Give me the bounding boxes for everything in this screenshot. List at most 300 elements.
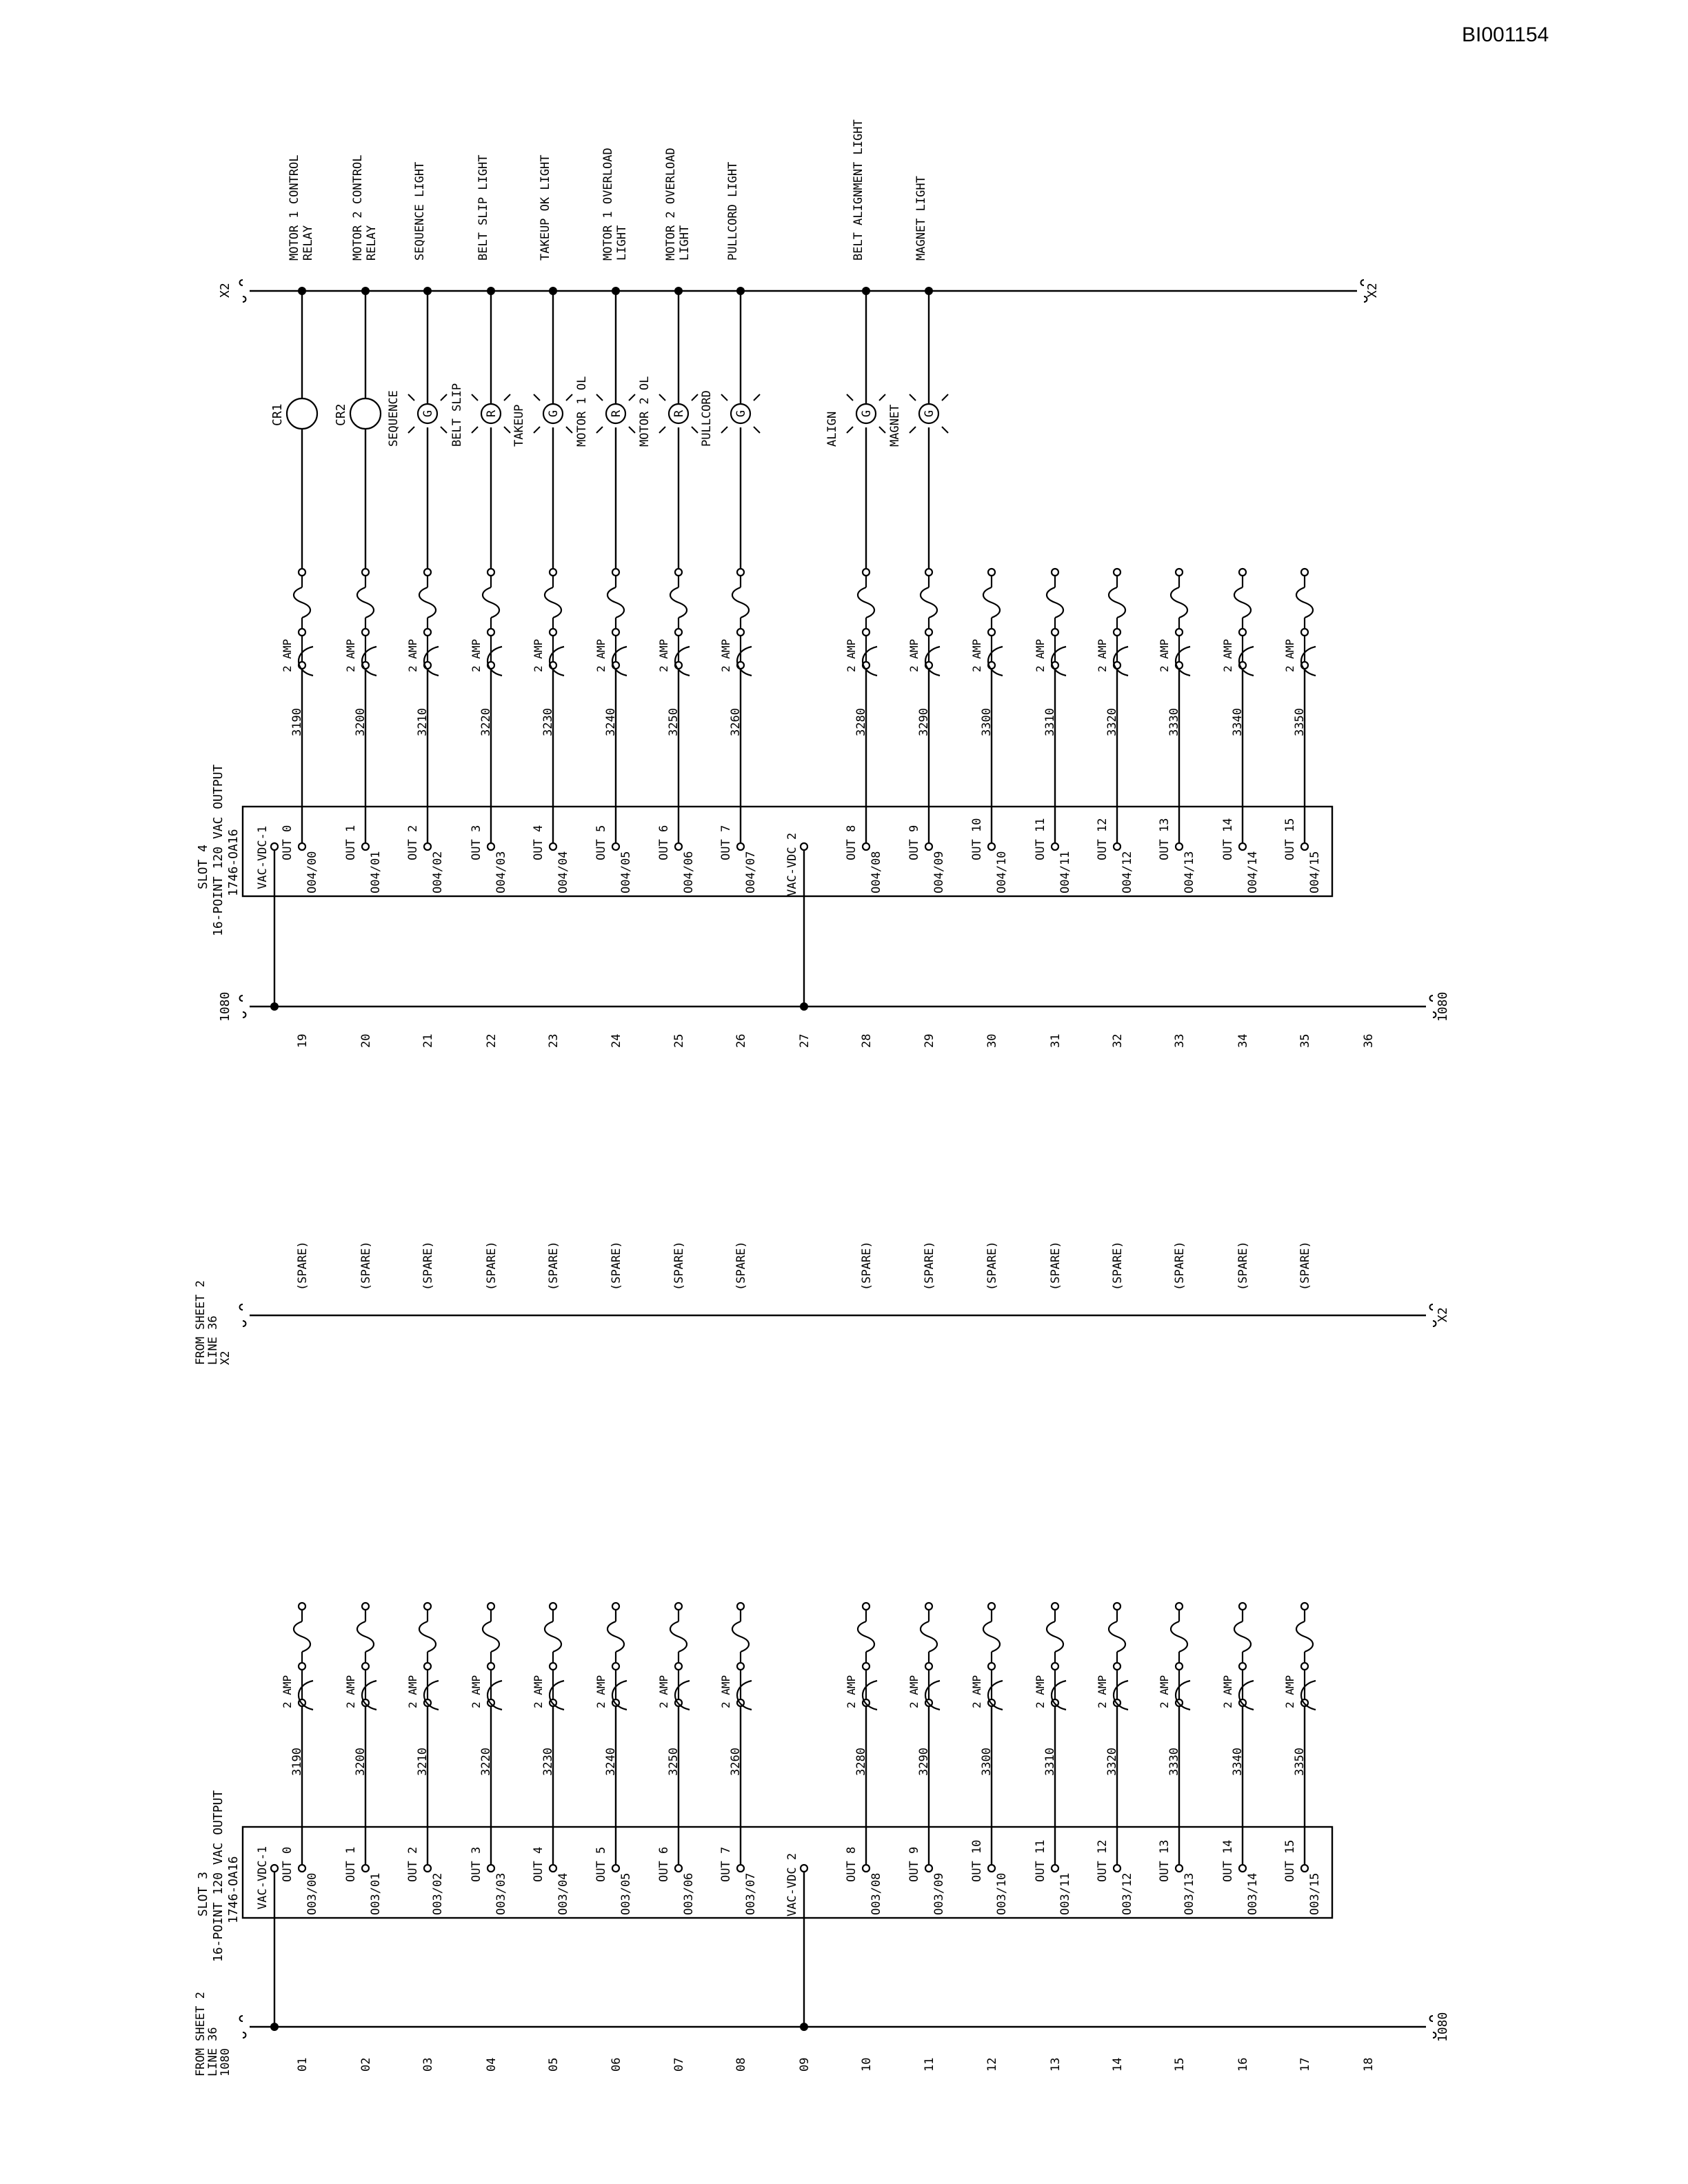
- light-ray: [879, 427, 885, 433]
- fuse-rating: 2 AMP: [1283, 1675, 1296, 1708]
- fuse-terminal: [1301, 629, 1308, 636]
- output-address: O04/05: [619, 851, 633, 893]
- output-rung: [450, 154, 510, 893]
- breaker-arc: [1176, 647, 1190, 676]
- vac-terminal: [801, 843, 807, 850]
- output-terminal: [1176, 843, 1183, 850]
- line-number: 21: [421, 1033, 435, 1048]
- line-number: 23: [547, 1033, 561, 1048]
- rung-description: MOTOR 2 OVERLOAD: [664, 148, 678, 261]
- fuse-element: [294, 587, 310, 618]
- light-ray: [408, 394, 414, 401]
- line-number: 36: [1362, 1033, 1376, 1048]
- fuse-terminal: [1052, 629, 1058, 636]
- light-tag: PULLCORD: [700, 390, 714, 447]
- output-label: OUT 12: [1096, 818, 1109, 860]
- wire-number: 3300: [980, 708, 994, 736]
- output-address: O04/15: [1308, 851, 1322, 893]
- fuse-element: [983, 1621, 1000, 1652]
- output-rung: [1158, 569, 1196, 893]
- line-number: 06: [610, 2057, 623, 2072]
- output-terminal: [1239, 843, 1246, 850]
- lower-section: [194, 1241, 1450, 2076]
- output-rung: [970, 569, 1009, 893]
- fuse-terminal: [737, 1603, 744, 1610]
- slot-label: SLOT 4: [196, 844, 210, 889]
- output-address: O04/10: [995, 851, 1009, 893]
- line-number: 11: [923, 2057, 936, 2072]
- line-number: 30: [985, 1033, 999, 1048]
- fuse: [732, 1603, 752, 1710]
- spare-label: (SPARE): [985, 1241, 999, 1291]
- output-address: O04/12: [1121, 851, 1134, 893]
- wire-number: 3260: [729, 708, 743, 736]
- output-rung: [700, 162, 760, 893]
- breaker-arc: [863, 647, 877, 676]
- fuse: [1109, 569, 1128, 676]
- fuse-terminal: [925, 1663, 932, 1670]
- fuse-element: [1109, 1621, 1125, 1652]
- output-address: O03/06: [682, 1872, 696, 1915]
- fuse-terminal: [988, 1603, 995, 1610]
- light-ray: [408, 427, 414, 433]
- light-tag: BELT SLIP: [450, 383, 464, 447]
- output-terminal: [424, 843, 431, 850]
- fuse: [670, 1603, 690, 1710]
- line-number: 28: [860, 1033, 874, 1048]
- output-address: O04/09: [932, 851, 946, 893]
- breaker-arc: [612, 647, 627, 676]
- relay-coil: [350, 398, 381, 429]
- fuse-rating: 2 AMP: [970, 638, 983, 672]
- fuse: [357, 1603, 376, 1710]
- wire-number: 3230: [541, 1748, 555, 1776]
- line-number: 12: [985, 2057, 999, 2072]
- output-address: O04/06: [682, 851, 696, 893]
- fuse-terminal: [299, 569, 305, 576]
- breaker-arc: [1301, 647, 1316, 676]
- output-label: OUT 2: [406, 1846, 420, 1882]
- junction-dot: [270, 2023, 279, 2031]
- fuse-terminal: [1239, 1663, 1246, 1670]
- line-number: 27: [798, 1033, 812, 1048]
- line-number: 34: [1236, 1033, 1250, 1048]
- line-number: 05: [547, 2057, 561, 2072]
- output-rung: [532, 1241, 570, 1915]
- fuse-terminal: [1239, 569, 1246, 576]
- line-number: 33: [1173, 1033, 1187, 1048]
- breaker-arc: [488, 647, 502, 676]
- fuse-terminal: [863, 1663, 870, 1670]
- wire-number: 3310: [1043, 708, 1057, 736]
- line-number: 19: [296, 1033, 310, 1048]
- junction-dot: [270, 1002, 279, 1011]
- light-ray: [692, 394, 698, 401]
- line-number: 25: [672, 1033, 686, 1048]
- from-sheet-label: LINE 36: [206, 2027, 220, 2076]
- fuse-rating: 2 AMP: [470, 638, 483, 672]
- fuse-terminal: [1301, 569, 1308, 576]
- light-ray: [847, 394, 853, 401]
- output-terminal: [424, 1865, 431, 1872]
- fuse-terminal: [612, 569, 619, 576]
- output-terminal: [1052, 1865, 1058, 1872]
- line-number: 16: [1236, 2057, 1250, 2072]
- fuse-rating: 2 AMP: [470, 1675, 483, 1708]
- rung-description: RELAY: [301, 225, 315, 261]
- fuse-rating: 2 AMP: [1221, 1675, 1234, 1708]
- output-label: OUT 9: [907, 1846, 921, 1882]
- rung-description: RELAY: [365, 225, 379, 261]
- fuse-rating: 2 AMP: [344, 1675, 357, 1708]
- wire-number: 3190: [290, 708, 304, 736]
- x2-right-label: X2: [1365, 283, 1380, 298]
- fuse-terminal: [1176, 629, 1183, 636]
- output-rung: [1283, 1241, 1322, 1915]
- light-ray: [910, 427, 916, 433]
- light-ray: [754, 394, 760, 401]
- light-tag: MOTOR 1 OL: [575, 376, 589, 447]
- output-terminal: [1176, 1865, 1183, 1872]
- wire-number: 3240: [604, 1748, 618, 1776]
- output-label: OUT 9: [907, 825, 921, 860]
- output-terminal: [925, 843, 932, 850]
- light-tag: MAGNET: [888, 404, 902, 447]
- fuse-terminal: [488, 1603, 494, 1610]
- fuse-terminal: [737, 1663, 744, 1670]
- fuse-terminal: [675, 629, 682, 636]
- output-rung: [638, 148, 698, 893]
- fuse-terminal: [675, 1663, 682, 1670]
- fuse-terminal: [550, 1603, 556, 1610]
- output-label: OUT 11: [1034, 818, 1047, 860]
- vac-terminal: [801, 1865, 807, 1872]
- wire-number: 3340: [1231, 1748, 1245, 1776]
- fuse: [483, 1603, 502, 1710]
- fuse: [545, 569, 564, 676]
- rung-description: PULLCORD LIGHT: [726, 161, 740, 261]
- fuse-rating: 2 AMP: [281, 1675, 294, 1708]
- wire-number: 3320: [1105, 1748, 1119, 1776]
- line-number: 31: [1049, 1033, 1063, 1048]
- wire-number: 3330: [1167, 1748, 1181, 1776]
- spare-label: (SPARE): [1049, 1241, 1063, 1291]
- pilot-light-color: G: [923, 410, 936, 418]
- rung-description: MAGNET LIGHT: [914, 176, 928, 261]
- fuse-terminal: [362, 1603, 369, 1610]
- spare-label: (SPARE): [421, 1241, 435, 1291]
- line-number: 09: [798, 2057, 812, 2072]
- line-number: 02: [359, 2057, 373, 2072]
- output-terminal: [1114, 843, 1121, 850]
- output-terminal: [675, 843, 682, 850]
- output-terminal: [737, 843, 744, 850]
- fuse: [1047, 569, 1066, 676]
- fuse-terminal: [1176, 1603, 1183, 1610]
- output-rung: [281, 1241, 319, 1915]
- spare-label: (SPARE): [359, 1241, 373, 1291]
- junction-dot: [487, 287, 495, 295]
- light-ray: [566, 394, 572, 401]
- light-ray: [910, 394, 916, 401]
- fuse-element: [357, 1621, 374, 1652]
- line-number: 04: [485, 2057, 499, 2072]
- from-sheet-label: LINE 36: [206, 1315, 220, 1365]
- fuse-rating: 2 AMP: [594, 1675, 607, 1708]
- fuse-element: [983, 587, 1000, 618]
- output-label: OUT 8: [845, 825, 858, 860]
- fuse-terminal: [863, 569, 870, 576]
- wire-number: 3300: [980, 1748, 994, 1776]
- spare-label: (SPARE): [485, 1241, 499, 1291]
- rung-description: TAKEUP OK LIGHT: [539, 154, 552, 261]
- wire-number: 3220: [479, 1748, 493, 1776]
- fuse: [1109, 1603, 1128, 1710]
- slot-part-number: 1746-OA16: [226, 829, 241, 896]
- line-number: 26: [734, 1033, 748, 1048]
- spare-label: (SPARE): [610, 1241, 623, 1291]
- light-ray: [879, 394, 885, 401]
- fuse-element: [545, 1621, 561, 1652]
- output-rung: [1221, 1241, 1260, 1915]
- fuse-terminal: [362, 629, 369, 636]
- rung-description: SEQUENCE LIGHT: [413, 161, 427, 261]
- fuse-terminal: [1176, 1663, 1183, 1670]
- output-label: OUT 14: [1221, 1839, 1235, 1882]
- output-address: O03/01: [369, 1872, 383, 1915]
- fuse: [1234, 1603, 1254, 1710]
- breaker-arc: [737, 647, 752, 676]
- output-rung: [387, 162, 447, 893]
- slot-label: SLOT 3: [196, 1871, 210, 1917]
- spare-label: (SPARE): [1236, 1241, 1250, 1291]
- wire-number: 3330: [1167, 708, 1181, 736]
- output-terminal: [988, 1865, 995, 1872]
- break-symbol: [240, 2016, 246, 2038]
- fuse-element: [1047, 587, 1063, 618]
- fuse-element: [1171, 1621, 1187, 1652]
- fuse-terminal: [863, 629, 870, 636]
- fuse: [483, 569, 502, 676]
- fuse-terminal: [424, 1603, 431, 1610]
- fuse-terminal: [1301, 1663, 1308, 1670]
- rung-description: MOTOR 2 CONTROL: [351, 154, 365, 261]
- wire-number: 3240: [604, 708, 618, 736]
- fuse-terminal: [1114, 629, 1121, 636]
- fuse-rating: 2 AMP: [970, 1675, 983, 1708]
- fuse-element: [419, 1621, 436, 1652]
- fuse-rating: 2 AMP: [657, 1675, 670, 1708]
- fuse-element: [1296, 1621, 1313, 1652]
- fuse-element: [1234, 587, 1251, 618]
- output-rung: [406, 1241, 445, 1915]
- light-tag: MOTOR 2 OL: [638, 376, 652, 447]
- output-address: O03/02: [431, 1872, 445, 1915]
- output-address: O03/09: [932, 1872, 946, 1915]
- breaker-arc: [675, 647, 690, 676]
- rung-description: MOTOR 1 OVERLOAD: [601, 148, 615, 261]
- fuse-rating: 2 AMP: [907, 638, 921, 672]
- fuse-element: [607, 1621, 624, 1652]
- fuse-terminal: [1239, 629, 1246, 636]
- spare-label: (SPARE): [1298, 1241, 1312, 1291]
- line-number: 22: [485, 1033, 499, 1048]
- fuse-terminal: [675, 569, 682, 576]
- output-rung: [1283, 569, 1322, 893]
- line-number: 24: [610, 1033, 623, 1048]
- pilot-light-color: R: [485, 410, 499, 418]
- fuse: [419, 569, 439, 676]
- output-label: OUT 7: [719, 1846, 733, 1882]
- breaker-arc: [424, 647, 439, 676]
- fuse-rating: 2 AMP: [1034, 1675, 1047, 1708]
- power-left-label: 1080: [218, 991, 232, 1022]
- junction-dot: [674, 287, 683, 295]
- output-rung: [470, 1241, 508, 1915]
- fuse-terminal: [988, 1663, 995, 1670]
- fuse: [1296, 1603, 1316, 1710]
- fuse-rating: 2 AMP: [406, 638, 419, 672]
- output-rung: [970, 1241, 1009, 1915]
- output-address: O03/08: [870, 1872, 883, 1915]
- output-terminal: [1301, 843, 1308, 850]
- fuse-rating: 2 AMP: [1096, 1675, 1109, 1708]
- output-terminal: [362, 1865, 369, 1872]
- wire-number: 3230: [541, 708, 555, 736]
- output-terminal: [550, 1865, 556, 1872]
- spare-label: (SPARE): [1111, 1241, 1125, 1291]
- light-ray: [692, 427, 698, 433]
- output-label: OUT 7: [719, 825, 733, 860]
- output-address: O03/12: [1121, 1872, 1134, 1915]
- output-rung: [657, 1241, 696, 1915]
- fuse-terminal: [550, 1663, 556, 1670]
- output-address: O04/04: [556, 851, 570, 893]
- light-ray: [441, 427, 447, 433]
- light-ray: [847, 427, 853, 433]
- fuse: [670, 569, 690, 676]
- fuse-rating: 2 AMP: [719, 1675, 732, 1708]
- output-rung: [512, 154, 572, 893]
- output-label: OUT 8: [845, 1846, 858, 1882]
- wire-number: 3250: [667, 708, 681, 736]
- fuse-element: [294, 1621, 310, 1652]
- breaker-arc: [988, 647, 1003, 676]
- wire-number: 3310: [1043, 1748, 1057, 1776]
- light-ray: [504, 394, 510, 401]
- vac-vdc-1-label: VAC-VDC-1: [256, 1846, 270, 1910]
- junction-dot: [800, 2023, 808, 2031]
- output-terminal: [612, 1865, 619, 1872]
- output-terminal: [675, 1865, 682, 1872]
- light-ray: [596, 394, 603, 401]
- light-tag: SEQUENCE: [387, 390, 401, 447]
- wire-number: 3320: [1105, 708, 1119, 736]
- fuse: [294, 569, 313, 676]
- output-address: O04/01: [369, 851, 383, 893]
- fuse-terminal: [612, 1603, 619, 1610]
- from-sheet-label: FROM SHEET 2: [194, 1280, 208, 1365]
- fuse-element: [921, 1621, 937, 1652]
- line-number: 29: [923, 1033, 936, 1048]
- line-number: 35: [1298, 1033, 1312, 1048]
- output-rung: [845, 1241, 883, 1915]
- output-label: OUT 15: [1283, 1839, 1297, 1882]
- fuse-rating: 2 AMP: [1034, 638, 1047, 672]
- fuse: [921, 569, 940, 676]
- fuse: [858, 1603, 877, 1710]
- line-number: 15: [1173, 2057, 1187, 2072]
- output-rung: [594, 1241, 633, 1915]
- fuse-terminal: [550, 569, 556, 576]
- wire-number: 3340: [1231, 708, 1245, 736]
- fuse-element: [607, 587, 624, 618]
- output-label: OUT 6: [657, 1846, 671, 1882]
- light-ray: [721, 394, 727, 401]
- output-terminal: [1052, 843, 1058, 850]
- upper-section: [196, 119, 1450, 1048]
- output-rung: [1034, 1241, 1072, 1915]
- fuse-terminal: [925, 629, 932, 636]
- break-symbol: [240, 280, 246, 302]
- fuse-rating: 2 AMP: [532, 638, 545, 672]
- fuse: [732, 569, 752, 676]
- spare-label: (SPARE): [547, 1241, 561, 1291]
- fuse-terminal: [488, 629, 494, 636]
- power-right-label: 1080: [1436, 2012, 1450, 2042]
- fuse-element: [921, 587, 937, 618]
- light-ray: [629, 394, 635, 401]
- pilot-light-color: R: [610, 410, 623, 418]
- light-ray: [566, 427, 572, 433]
- light-ray: [596, 427, 603, 433]
- output-label: OUT 15: [1283, 818, 1297, 860]
- fuse: [357, 569, 376, 676]
- fuse-element: [732, 1621, 749, 1652]
- wire-number: 3280: [854, 708, 868, 736]
- output-label: OUT 13: [1158, 818, 1172, 860]
- vac-terminal: [271, 1865, 278, 1872]
- output-address: O03/11: [1058, 1872, 1072, 1915]
- output-terminal: [863, 1865, 870, 1872]
- from-sheet-label: FROM SHEET 2: [194, 1992, 208, 2076]
- line-number: 20: [359, 1033, 373, 1048]
- output-label: OUT 3: [470, 825, 483, 860]
- light-ray: [942, 427, 948, 433]
- fuse-rating: 2 AMP: [1096, 638, 1109, 672]
- fuse: [1234, 569, 1254, 676]
- wire-number: 3250: [667, 1748, 681, 1776]
- fuse: [1296, 569, 1316, 676]
- fuse-rating: 2 AMP: [594, 638, 607, 672]
- spare-label: (SPARE): [672, 1241, 686, 1291]
- junction-dot: [612, 287, 620, 295]
- light-ray: [472, 394, 478, 401]
- output-rung: [907, 1241, 946, 1915]
- rung-description: BELT SLIP LIGHT: [476, 154, 490, 261]
- output-rung: [1221, 569, 1260, 893]
- fuse-element: [419, 587, 436, 618]
- output-rung: [334, 154, 383, 893]
- output-address: O04/13: [1183, 851, 1196, 893]
- fuse-rating: 2 AMP: [532, 1675, 545, 1708]
- rung-description: LIGHT: [678, 225, 692, 261]
- slot-part-number: 1746-OA16: [226, 1856, 241, 1923]
- output-rung: [825, 119, 885, 893]
- line-number: 13: [1049, 2057, 1063, 2072]
- wire-number: 3190: [290, 1748, 304, 1776]
- wire-number: 3220: [479, 708, 493, 736]
